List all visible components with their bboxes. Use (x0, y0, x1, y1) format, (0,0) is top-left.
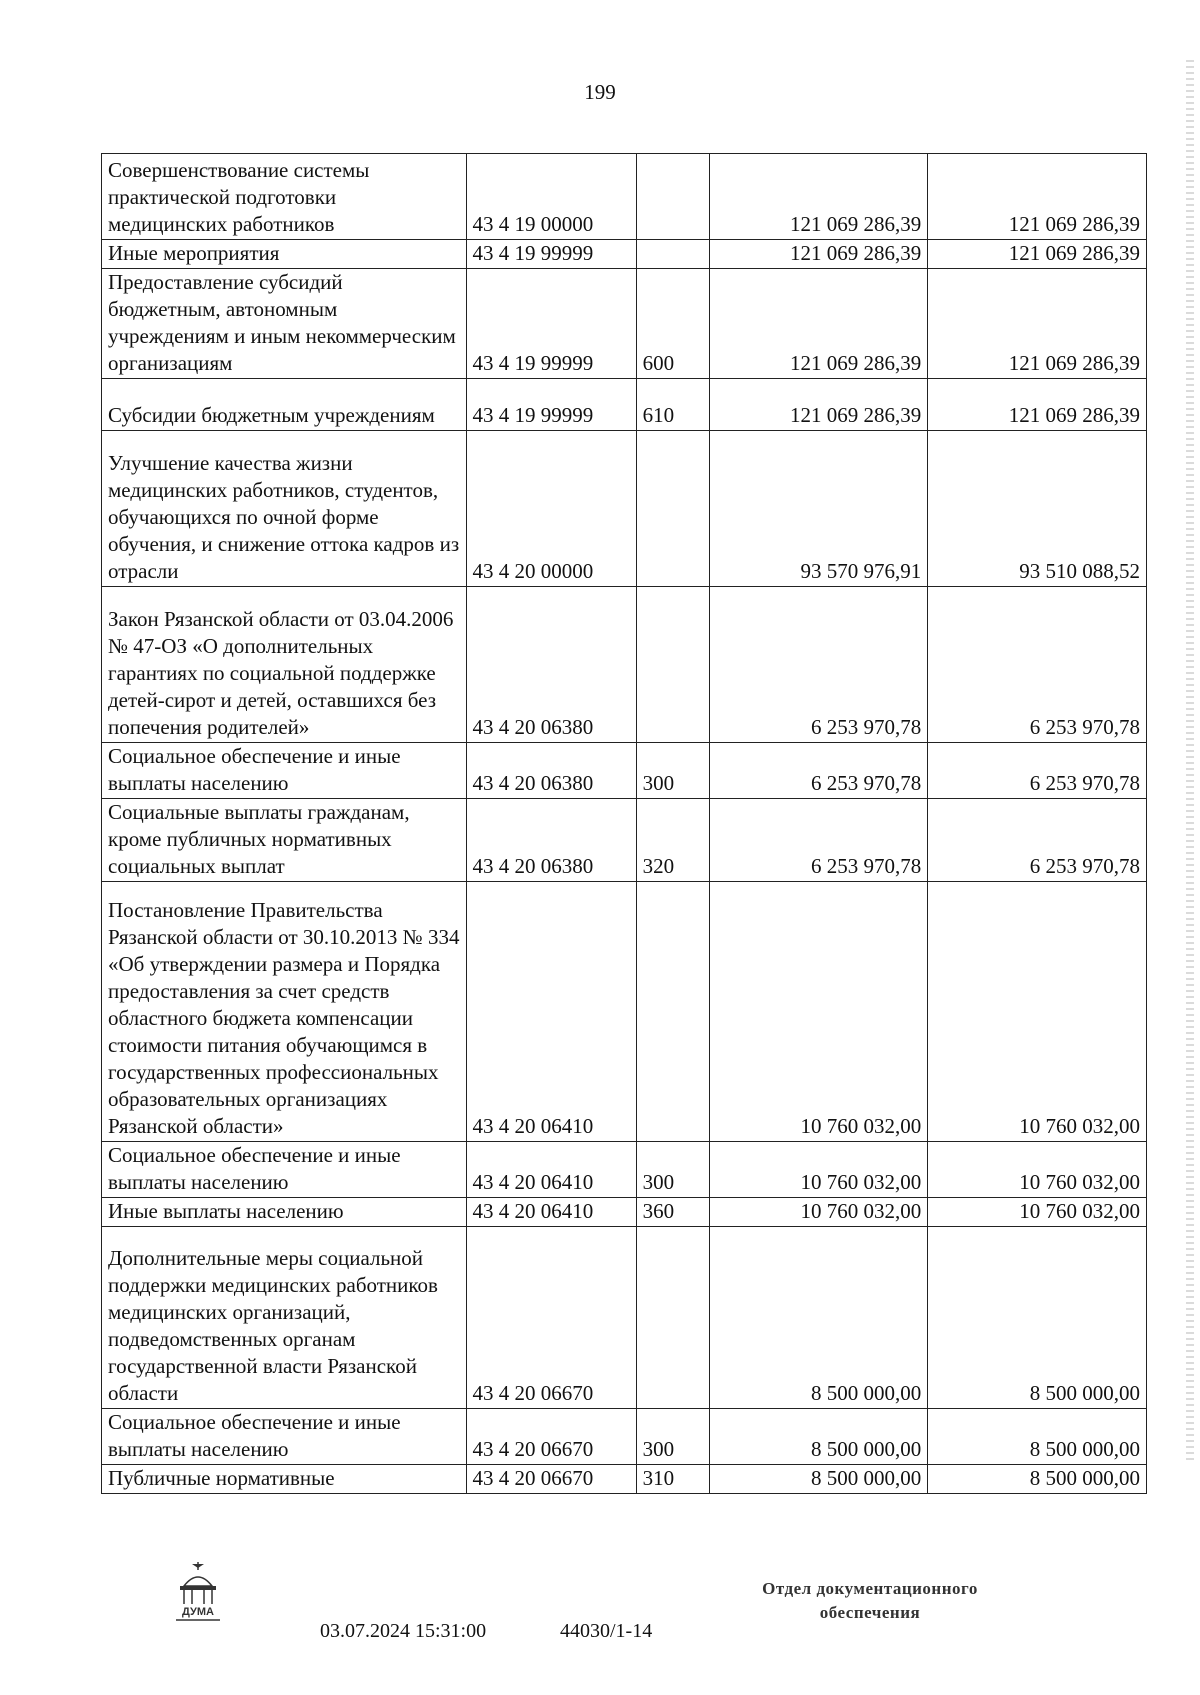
row-type (636, 240, 709, 269)
row-type: 310 (636, 1465, 709, 1494)
row-name: Дополнительные меры социальной поддержки медицинских работников медицинских организаций, подведомственных органам государственной власти Рязанской области (102, 1227, 467, 1409)
row-name: Иные мероприятия (102, 240, 467, 269)
row-code: 43 4 20 06670 (466, 1465, 636, 1494)
table-row (102, 1465, 1147, 1494)
stamp-line-1: Отдел документационного (762, 1579, 978, 1598)
row-sum-plan: 10 760 032,00 (709, 1198, 928, 1227)
table-row (102, 154, 1147, 240)
row-sum-fact: 121 069 286,39 (928, 379, 1147, 431)
row-sum-fact: 93 510 088,52 (928, 431, 1147, 587)
row-code: 43 4 20 06410 (466, 882, 636, 1142)
row-sum-fact: 8 500 000,00 (928, 1465, 1147, 1494)
row-type: 300 (636, 1409, 709, 1465)
row-sum-plan: 93 570 976,91 (709, 431, 928, 587)
row-type (636, 882, 709, 1142)
row-sum-fact: 121 069 286,39 (928, 240, 1147, 269)
table-row (102, 269, 1147, 379)
row-sum-fact: 121 069 286,39 (928, 269, 1147, 379)
row-type (636, 587, 709, 743)
row-sum-fact: 6 253 970,78 (928, 743, 1147, 799)
budget-table (101, 153, 1147, 1494)
row-sum-plan: 121 069 286,39 (709, 269, 928, 379)
page-number: 199 (584, 80, 616, 104)
row-sum-fact: 8 500 000,00 (928, 1409, 1147, 1465)
table-row (102, 379, 1147, 431)
row-name: Постановление Правительства Рязанской области от 30.10.2013 № 334 «Об утверждении размера и Порядка предоставления за счет средств областного бюджета компенсации стоимости питания обучающимся в государственных профессиональных образовательных организациях Рязанской области» (102, 882, 467, 1142)
row-type: 610 (636, 379, 709, 431)
row-code: 43 4 20 06670 (466, 1409, 636, 1465)
duma-logo (170, 1560, 226, 1624)
table-row (102, 431, 1147, 587)
row-sum-fact: 121 069 286,39 (928, 154, 1147, 240)
footer-datetime: 03.07.2024 15:31:00 (320, 1620, 487, 1642)
row-name: Социальное обеспечение и иные выплаты населению (102, 1409, 467, 1465)
row-name: Предоставление субсидий бюджетным, автономным учреждениям и иным некоммерческим организациям (102, 269, 467, 379)
row-name: Социальные выплаты гражданам, кроме публичных нормативных социальных выплат (102, 799, 467, 882)
row-type: 300 (636, 743, 709, 799)
row-name: Иные выплаты населению (102, 1198, 467, 1227)
table-row (102, 1409, 1147, 1465)
table-row (102, 240, 1147, 269)
table-row (102, 799, 1147, 882)
row-code: 43 4 20 00000 (466, 431, 636, 587)
row-sum-fact: 6 253 970,78 (928, 587, 1147, 743)
row-name: Совершенствование системы практической подготовки медицинских работников (102, 154, 467, 240)
department-stamp (730, 1577, 1010, 1625)
budget-table-body (102, 154, 1147, 1494)
row-sum-plan: 8 500 000,00 (709, 1409, 928, 1465)
row-code: 43 4 20 06410 (466, 1198, 636, 1227)
row-sum-fact: 6 253 970,78 (928, 799, 1147, 882)
table-row (102, 1142, 1147, 1198)
row-sum-fact: 10 760 032,00 (928, 1198, 1147, 1227)
stamp-line-2: обеспечения (819, 1603, 921, 1622)
row-code: 43 4 20 06380 (466, 743, 636, 799)
row-type (636, 1227, 709, 1409)
table-row (102, 1198, 1147, 1227)
row-name: Социальное обеспечение и иные выплаты населению (102, 743, 467, 799)
row-sum-plan: 121 069 286,39 (709, 240, 928, 269)
row-sum-plan: 10 760 032,00 (709, 1142, 928, 1198)
row-sum-fact: 10 760 032,00 (928, 1142, 1147, 1198)
row-sum-plan: 121 069 286,39 (709, 379, 928, 431)
row-name: Закон Рязанской области от 03.04.2006 № 47-ОЗ «О дополнительных гарантиях по социальной поддержке детей-сирот и детей, оставшихся без попечения родителей» (102, 587, 467, 743)
row-code: 43 4 19 00000 (466, 154, 636, 240)
row-code: 43 4 20 06380 (466, 587, 636, 743)
row-sum-plan: 6 253 970,78 (709, 743, 928, 799)
row-name: Субсидии бюджетным учреждениям (102, 379, 467, 431)
row-type: 600 (636, 269, 709, 379)
table-row (102, 743, 1147, 799)
row-code: 43 4 19 99999 (466, 379, 636, 431)
row-sum-plan: 121 069 286,39 (709, 154, 928, 240)
row-code: 43 4 20 06410 (466, 1142, 636, 1198)
row-type: 360 (636, 1198, 709, 1227)
row-sum-plan: 8 500 000,00 (709, 1227, 928, 1409)
row-code: 43 4 19 99999 (466, 240, 636, 269)
table-row (102, 882, 1147, 1142)
table-row (102, 587, 1147, 743)
row-code: 43 4 19 99999 (466, 269, 636, 379)
row-code: 43 4 20 06670 (466, 1227, 636, 1409)
row-type (636, 154, 709, 240)
row-type (636, 431, 709, 587)
row-type: 300 (636, 1142, 709, 1198)
scan-edge-artifact (1186, 60, 1194, 1460)
row-sum-fact: 10 760 032,00 (928, 882, 1147, 1142)
row-sum-plan: 8 500 000,00 (709, 1465, 928, 1494)
row-name: Социальное обеспечение и иные выплаты населению (102, 1142, 467, 1198)
duma-logo-text: ДУМА (182, 1606, 214, 1618)
row-sum-fact: 8 500 000,00 (928, 1227, 1147, 1409)
table-row (102, 1227, 1147, 1409)
footer-doc-number: 44030/1-14 (560, 1620, 653, 1642)
row-code: 43 4 20 06380 (466, 799, 636, 882)
row-name: Улучшение качества жизни медицинских работников, студентов, обучающихся по очной форме обучения, и снижение оттока кадров из отрасли (102, 431, 467, 587)
row-sum-plan: 6 253 970,78 (709, 587, 928, 743)
row-sum-plan: 6 253 970,78 (709, 799, 928, 882)
row-sum-plan: 10 760 032,00 (709, 882, 928, 1142)
row-type: 320 (636, 799, 709, 882)
row-name: Публичные нормативные (102, 1465, 467, 1494)
